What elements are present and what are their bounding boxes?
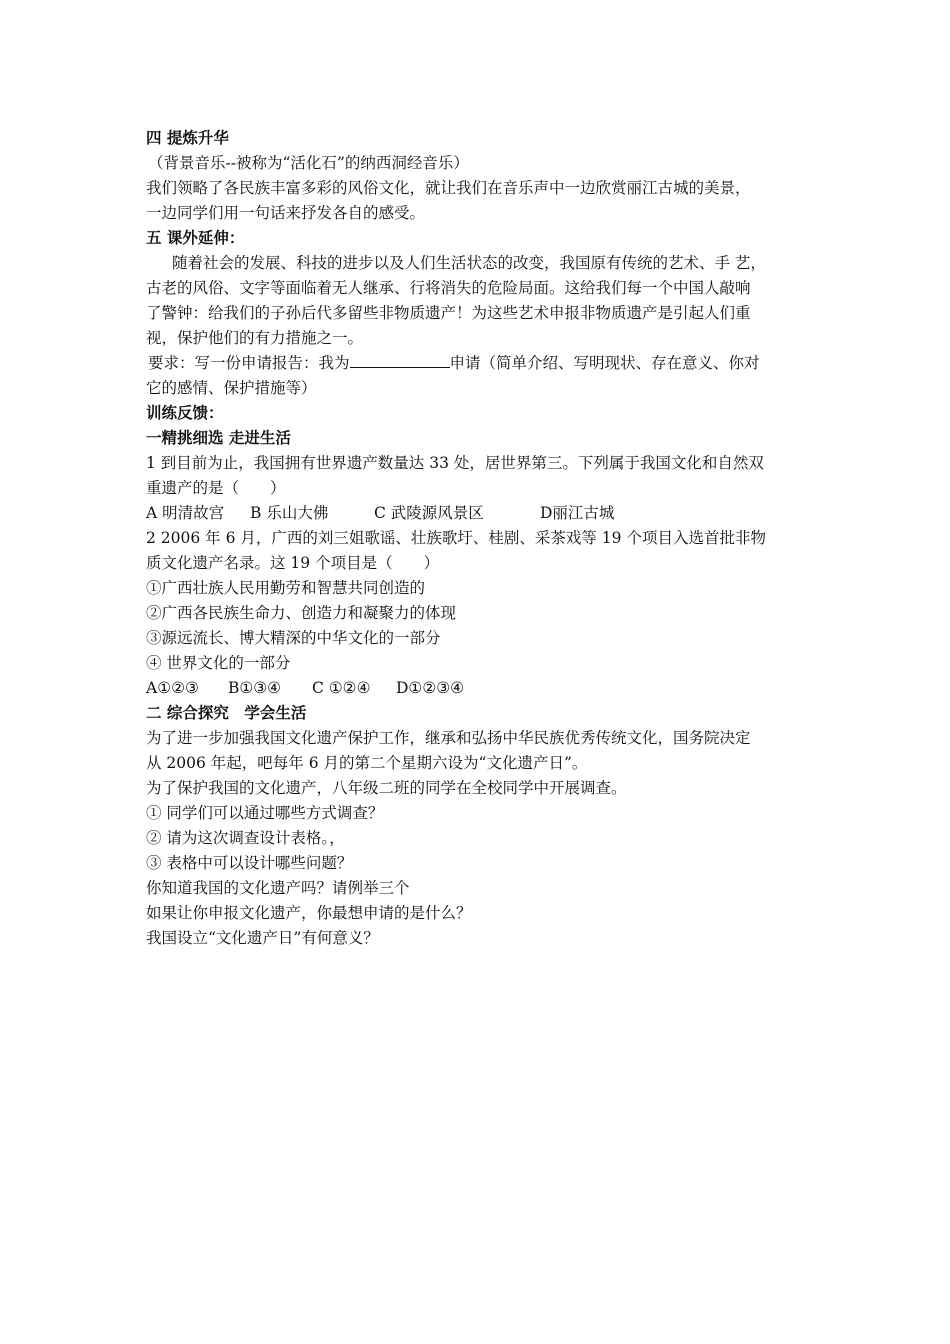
option-b: B①③④	[228, 679, 282, 697]
part-2-paragraph-line: 为了保护我国的文化遗产，八年级二班的同学在全校同学中开展调查。	[146, 779, 627, 797]
section-5-title: 五 课外延伸：	[146, 228, 245, 247]
section-5-paragraph-line: 古老的风俗、文字等面临着无人继承、行将消失的危险局面。这给我们每一个中国人敲响	[146, 279, 751, 297]
question-2-line: 2 2006 年 6 月，广西的刘三姐歌谣、壮族歌圩、桂剧、采茶戏等 19 个项目入选首批非物	[146, 529, 766, 547]
section-5-paragraph-line: 了警钟：给我们的子孙后代多留些非物质遗产！为这些艺术申报非物质遗产是引起人们重	[146, 304, 751, 322]
requirement-text: 要求：写一份申请报告：我为	[148, 354, 350, 372]
option-a: A①②③	[146, 679, 199, 697]
question-2-line: 质文化遗产名录。这 19 个项目是（ ）	[146, 554, 440, 572]
section-4-note: （背景音乐--被称为“活化石”的纳西洞经音乐）	[148, 154, 469, 172]
part-2-title: 二 综合探究 学会生活	[146, 703, 307, 722]
section-4-title: 四 提炼升华	[146, 128, 229, 147]
part-2-item: 你知道我国的文化遗产吗？请例举三个	[146, 879, 410, 897]
part-2-item: ② 请为这次调查设计表格。，	[146, 829, 345, 847]
question-2-item: ②广西各民族生命力、创造力和凝聚力的体现	[146, 604, 457, 622]
option-d: D①②③④	[396, 679, 465, 697]
question-1-line: 1 到目前为止，我国拥有世界遗产数量达 33 处，居世界第三。下列属于我国文化和自然双	[146, 454, 764, 472]
question-2-item: ③源远流长、博大精深的中华文化的一部分	[146, 629, 441, 647]
section-5-paragraph-line: 视，保护他们的有力措施之一。	[146, 329, 364, 347]
section-5-paragraph-line: 随着社会的发展、科技的进步以及人们生活状态的改变，我国原有传统的艺术、手 艺，	[172, 254, 766, 272]
option-a: A 明清故宫	[146, 504, 225, 522]
option-c: C 武陵源风景区	[374, 504, 484, 522]
part-2-item: 如果让你申报文化遗产，你最想申请的是什么？	[146, 904, 472, 922]
part-2-paragraph-line: 从 2006 年起，吧每年 6 月的第二个星期六设为“文化遗产日”。	[146, 754, 588, 772]
requirement-line: 它的感情、保护措施等）	[146, 379, 317, 397]
part-2-paragraph-line: 为了进一步加强我国文化遗产保护工作，继承和弘扬中华民族优秀传统文化，国务院决定	[146, 729, 751, 747]
question-2-item: ④ 世界文化的一部分	[146, 654, 291, 672]
option-d: D丽江古城	[540, 504, 615, 522]
question-1-line: 重遗产的是（ ）	[146, 479, 286, 497]
requirement-text: 申请（简单介绍、写明现状、存在意义、你对	[449, 354, 760, 372]
part-2-item: ① 同学们可以通过哪些方式调查？	[146, 804, 384, 822]
option-b: B 乐山大佛	[250, 504, 329, 522]
question-2-item: ①广西壮族人民用勤劳和智慧共同创造的	[146, 579, 426, 597]
question-1-options	[146, 503, 614, 523]
section-4-paragraph-line: 我们领略了各民族丰富多彩的风俗文化，就让我们在音乐声中一边欣赏丽江古城的美景，	[146, 179, 751, 197]
section-4-paragraph-line: 一边同学们用一句话来抒发各自的感受。	[146, 204, 426, 222]
part-1-title: 一精挑细选 走进生活	[146, 428, 291, 447]
feedback-title: 训练反馈：	[146, 403, 224, 422]
question-2-options	[146, 678, 464, 698]
part-2-item: ③ 表格中可以设计哪些问题？	[146, 854, 353, 872]
part-2-item: 我国设立“文化遗产日”有何意义？	[146, 929, 379, 947]
fill-in-blank	[350, 353, 450, 368]
requirement-line	[148, 353, 760, 373]
option-c: C ①②④	[312, 679, 371, 697]
